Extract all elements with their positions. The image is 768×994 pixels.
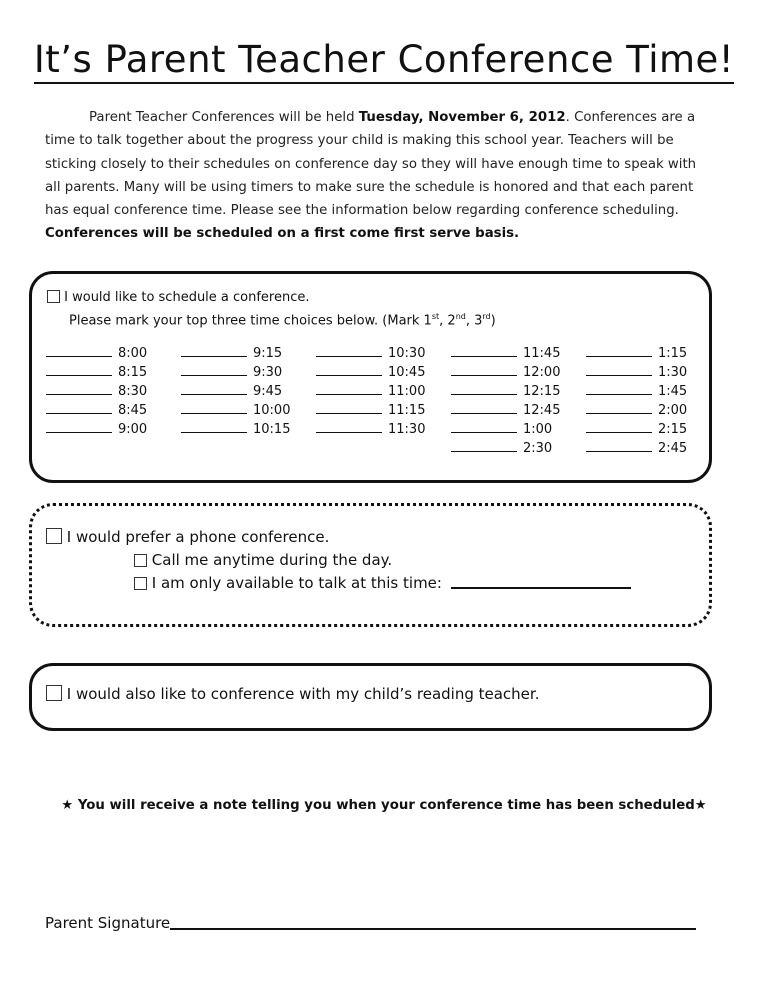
intro-prefix: Parent Teacher Conferences will be held <box>89 110 359 125</box>
time-slot-blank[interactable] <box>316 363 382 376</box>
time-slot[interactable]: 8:30 <box>46 382 181 401</box>
time-slot[interactable]: 9:00 <box>46 420 181 439</box>
phone-conference-box <box>29 503 712 627</box>
time-slot-blank[interactable] <box>586 344 652 357</box>
time-slot-blank[interactable] <box>316 401 382 414</box>
specific-time-label: I am only available to talk at this time: <box>151 574 442 592</box>
intro-line3: sticking closely to their schedules on conference day so they will have enough time to speak with <box>45 156 697 172</box>
reading-option <box>46 683 539 706</box>
reading-teacher-checkbox[interactable] <box>46 685 62 701</box>
specific-time-checkbox[interactable] <box>134 577 147 590</box>
time-slot-blank[interactable] <box>181 401 247 414</box>
time-slot[interactable]: 8:45 <box>46 401 181 420</box>
time-column-2 <box>181 344 316 439</box>
intro-line5: has equal conference time. Please see the information below regarding conference scheduling. <box>45 203 679 219</box>
time-slot[interactable]: 9:45 <box>181 382 316 401</box>
intro-line1-rest: . Conferences are a <box>565 110 696 125</box>
signature-label: Parent Signature <box>45 914 171 932</box>
time-column-5 <box>586 344 721 458</box>
intro-paragraph <box>45 106 721 222</box>
time-slot-blank[interactable] <box>451 382 517 395</box>
reading-teacher-label: I would also like to conference with my child’s reading teacher. <box>66 685 540 703</box>
time-slot[interactable]: 1:30 <box>586 363 721 382</box>
time-slot[interactable]: 8:15 <box>46 363 181 382</box>
time-slot[interactable]: 10:30 <box>316 344 451 363</box>
time-slot-blank[interactable] <box>586 382 652 395</box>
time-slot[interactable]: 1:00 <box>451 420 586 439</box>
time-slot[interactable]: 2:00 <box>586 401 721 420</box>
time-slot-blank[interactable] <box>46 420 112 433</box>
time-slot[interactable]: 1:15 <box>586 344 721 363</box>
time-slot-blank[interactable] <box>586 420 652 433</box>
time-column-4 <box>451 344 586 458</box>
page-title: It’s Parent Teacher Conference Time! <box>0 38 768 82</box>
scheduling-basis-note: Conferences will be scheduled on a first come first serve basis. <box>45 226 520 241</box>
time-slot-blank[interactable] <box>451 344 517 357</box>
call-anytime-checkbox[interactable] <box>134 554 147 567</box>
time-choice-instruction: Please mark your top three time choices below. (Mark 1st, 2nd, 3rd) <box>69 312 496 329</box>
time-slot[interactable]: 12:45 <box>451 401 586 420</box>
time-slot[interactable]: 12:15 <box>451 382 586 401</box>
time-slot[interactable]: 10:00 <box>181 401 316 420</box>
time-slot[interactable]: 1:45 <box>586 382 721 401</box>
time-slot-blank[interactable] <box>586 363 652 376</box>
schedule-option <box>47 288 496 330</box>
time-slot-blank[interactable] <box>316 344 382 357</box>
time-column-3 <box>316 344 451 439</box>
available-time-field[interactable] <box>451 573 631 589</box>
time-slot-blank[interactable] <box>451 439 517 452</box>
time-slot-blank[interactable] <box>181 344 247 357</box>
call-anytime-label: Call me anytime during the day. <box>151 551 393 569</box>
schedule-conference-label: I would like to schedule a conference. <box>64 290 310 305</box>
time-slot-blank[interactable] <box>586 401 652 414</box>
time-slot[interactable]: 2:45 <box>586 439 721 458</box>
time-slot-blank[interactable] <box>586 439 652 452</box>
phone-option <box>46 526 631 595</box>
intro-line4: all parents. Many will be using timers to make sure the schedule is honored and that each parent <box>45 179 694 195</box>
signature-row <box>45 912 696 934</box>
time-slot-blank[interactable] <box>316 420 382 433</box>
conference-date: Tuesday, November 6, 2012 <box>358 110 566 125</box>
time-slot-blank[interactable] <box>46 401 112 414</box>
time-slot-blank[interactable] <box>316 382 382 395</box>
time-slot[interactable]: 2:30 <box>451 439 586 458</box>
time-slot-blank[interactable] <box>181 363 247 376</box>
time-slot[interactable]: 11:45 <box>451 344 586 363</box>
schedule-notice: ★ You will receive a note telling you when your conference time has been scheduled★ <box>61 798 707 813</box>
phone-conference-checkbox[interactable] <box>46 528 62 544</box>
time-slot-blank[interactable] <box>46 382 112 395</box>
time-slot[interactable]: 10:45 <box>316 363 451 382</box>
time-slot[interactable]: 11:15 <box>316 401 451 420</box>
signature-field[interactable] <box>170 912 696 930</box>
time-slot[interactable]: 10:15 <box>181 420 316 439</box>
time-slot-blank[interactable] <box>181 382 247 395</box>
time-slot-blank[interactable] <box>181 420 247 433</box>
time-slot-blank[interactable] <box>451 420 517 433</box>
time-slot[interactable]: 11:30 <box>316 420 451 439</box>
time-slot-blank[interactable] <box>451 363 517 376</box>
schedule-conference-checkbox[interactable] <box>47 290 60 303</box>
time-column-1 <box>46 344 181 439</box>
schedule-conference-box <box>29 271 712 483</box>
intro-line2: time to talk together about the progress your child is making this school year. Teachers will be <box>45 133 674 149</box>
time-slot[interactable]: 11:00 <box>316 382 451 401</box>
reading-teacher-box <box>29 663 712 731</box>
time-slot-blank[interactable] <box>46 363 112 376</box>
phone-conference-label: I would prefer a phone conference. <box>66 528 330 546</box>
time-slot[interactable]: 9:15 <box>181 344 316 363</box>
time-slot-blank[interactable] <box>46 344 112 357</box>
time-slot[interactable]: 8:00 <box>46 344 181 363</box>
time-slot[interactable]: 2:15 <box>586 420 721 439</box>
time-slot[interactable]: 9:30 <box>181 363 316 382</box>
time-slot[interactable]: 12:00 <box>451 363 586 382</box>
time-slot-blank[interactable] <box>451 401 517 414</box>
